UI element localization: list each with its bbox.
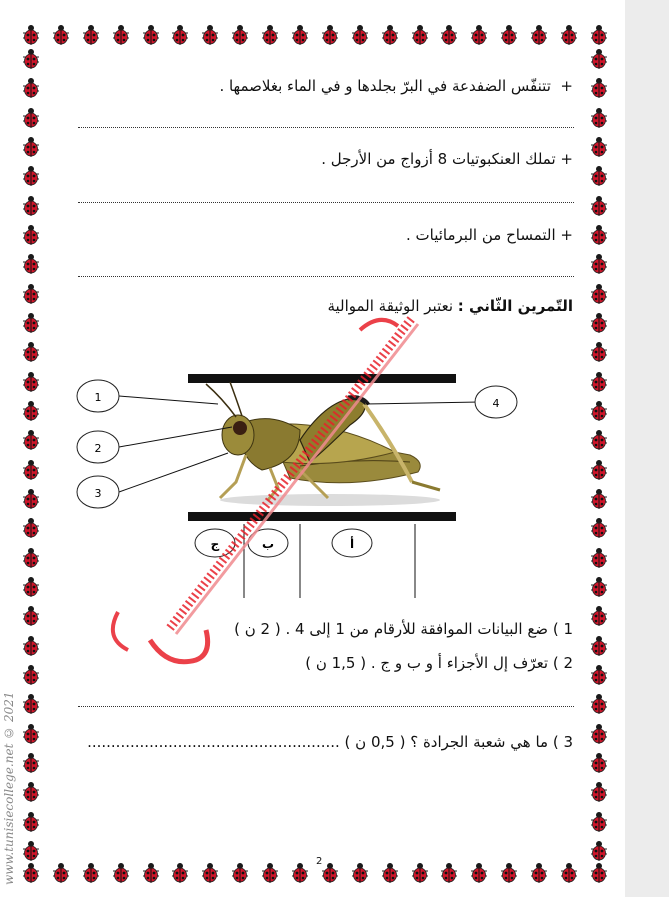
part-alif: أ [349, 537, 355, 551]
red-stamp [113, 318, 418, 662]
statement-1: + تتنفّس الضفدعة في البرّ بجلدها و في الماء بغلاصمها . [219, 77, 573, 95]
label-2: 2 [94, 442, 102, 455]
part-jeem: ج [210, 537, 220, 551]
label-4: 4 [492, 397, 500, 410]
label-3: 3 [94, 487, 102, 500]
exercise-instruction: نعتبر الوثيقة الموالية [327, 297, 454, 315]
statement-3: + التمساح من البرمائيات . [406, 226, 573, 244]
part-ba: ب [261, 537, 275, 551]
label-1: 1 [94, 391, 102, 404]
question-3: 3 ) ما هي شعبة الجرادة ؟ ( 0,5 ن ) ..................................................... [87, 733, 573, 751]
exercise-title: التّمرين الثّاني : [457, 297, 573, 315]
question-1: 1 ) ضع البيانات الموافقة للأرقام من 1 إلى 4 . ( 2 ن ) [234, 620, 573, 638]
answer-line-4 [78, 706, 574, 707]
watermark: www.tunisiecollege.net © 2021 [2, 691, 16, 885]
page-number: 2 [316, 856, 323, 867]
statement-2: + تملك العنكبوتيات 8 أزواج من الأرجل . [321, 150, 573, 168]
question-2: 2 ) تعرّف إل الأجزاء أ و ب و ج . ( 1,5 ن ) [305, 654, 573, 672]
